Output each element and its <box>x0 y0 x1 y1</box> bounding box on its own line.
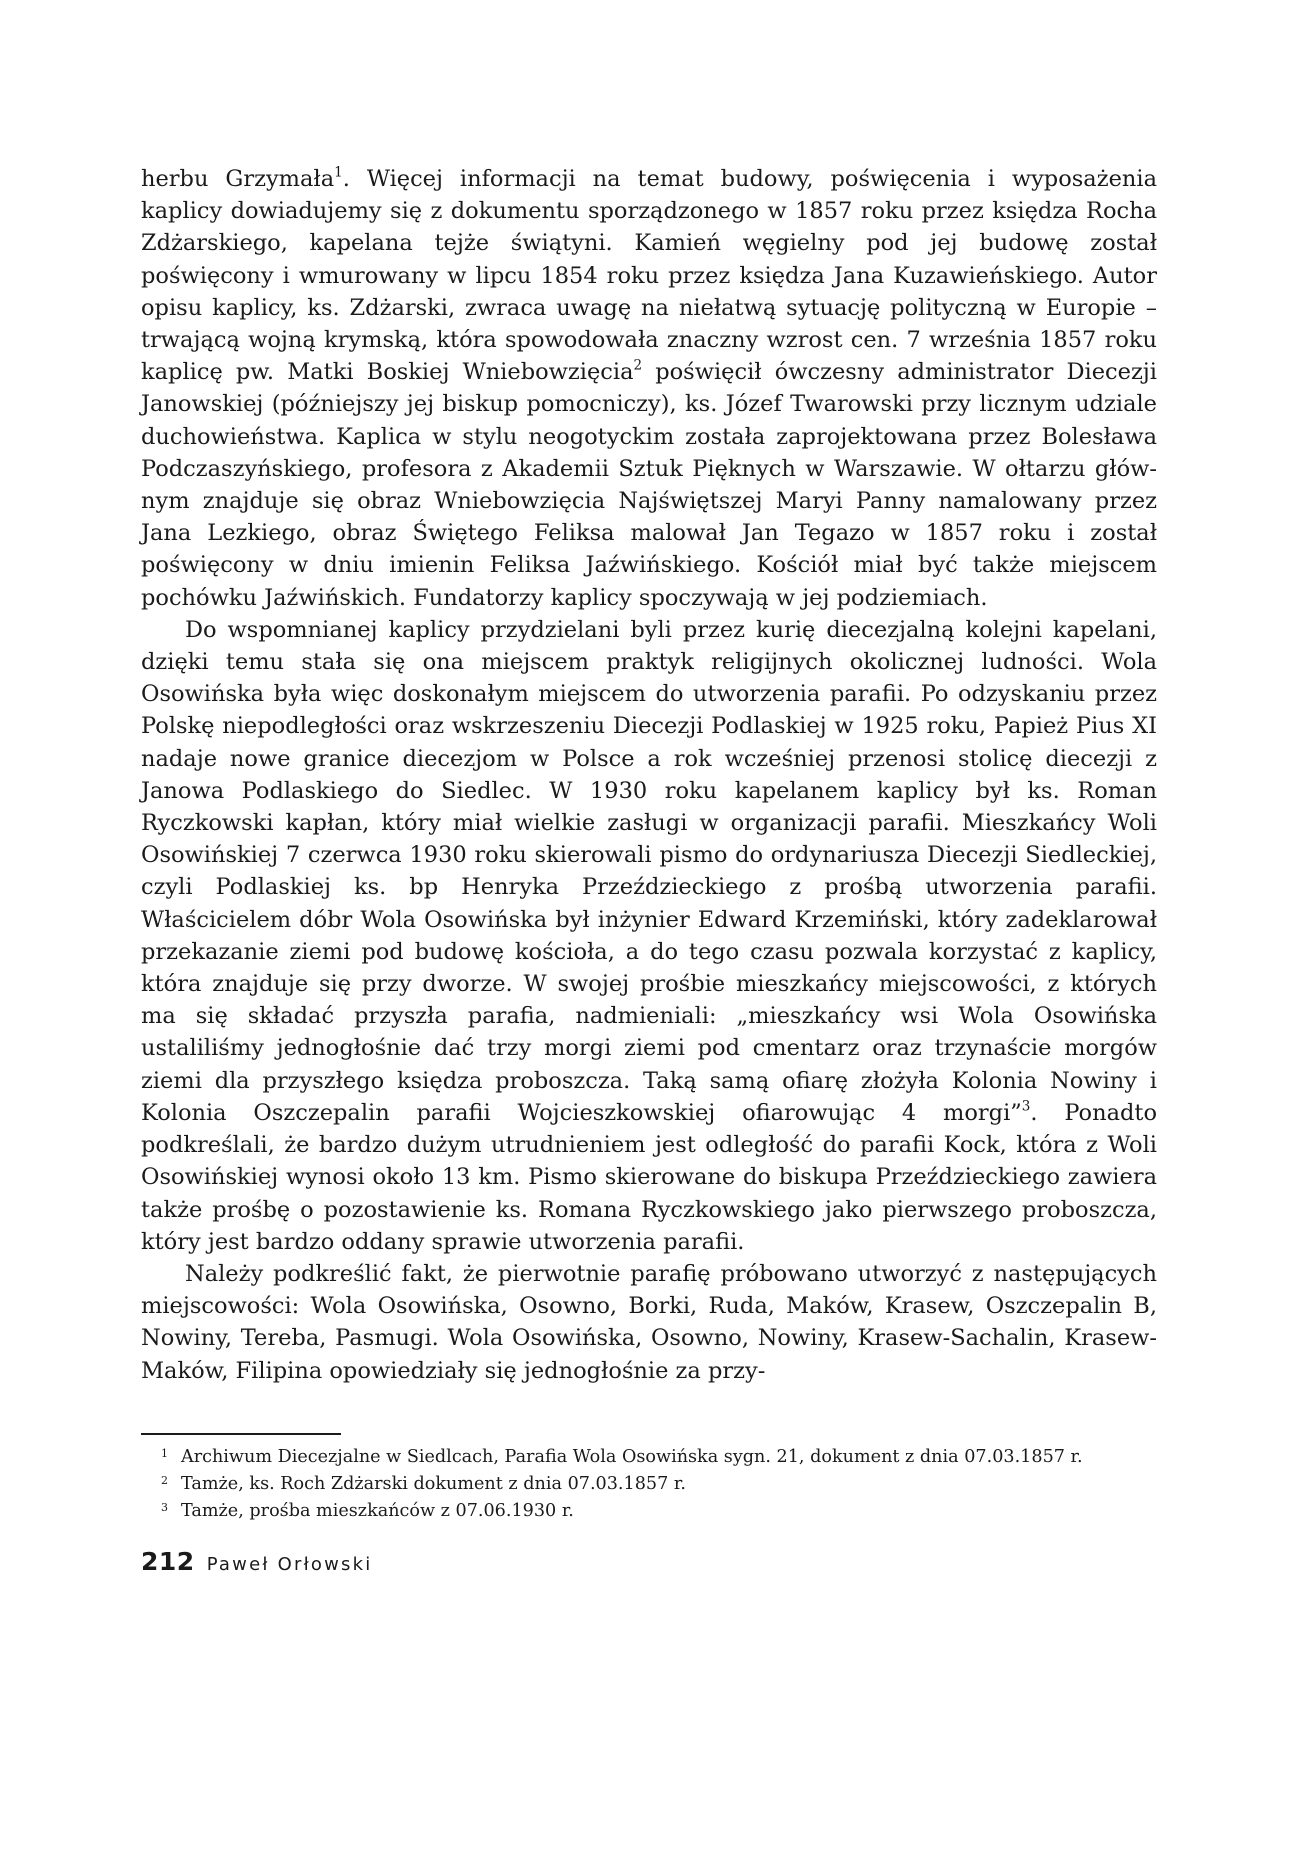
paragraph-3 <box>141 1258 1157 1387</box>
footnote-text: Tamże, ks. Roch Zdżarski dokument z dnia 07.03.1857 r. <box>181 1474 686 1494</box>
footnote-3 <box>141 1498 1157 1525</box>
body-text <box>141 163 1157 1387</box>
text-run: herbu Grzymała <box>141 166 335 192</box>
footnote-text: Tamże, prośba mieszkańców z 07.06.1930 r. <box>181 1501 574 1521</box>
paragraph-2 <box>141 614 1157 1258</box>
text-run: . Ponadto podkreślali, że bardzo dużym utrudnieniem jest odległość do parafii Kock, która z Woli Osowińskiej wynosi około 13 km. Pismo skierowane do biskupa Przeździeckiego zawiera także prośbę o pozostawienie ks. Romana Ryczkowskiego jako pierwszego proboszcza, który jest bardzo oddany sprawie utworzenia parafii. <box>141 1099 1157 1255</box>
footnote-ref-3: 3 <box>1021 1098 1031 1115</box>
page-footer <box>141 1547 372 1576</box>
footnote-1 <box>141 1444 1157 1471</box>
footnote-number: 3 <box>161 1501 168 1514</box>
footnote-2 <box>141 1471 1157 1498</box>
text-run: Należy podkreślić fakt, że pierwotnie parafię próbowano utworzyć z następujących miejscowości: Wola Osowińska, Osowno, Borki, Ruda, Maków, Krasew, Oszczepalin B, Nowiny, Tereba, Pasmugi. Wola Osowińska, Osowno, Nowiny, Krasew-Sachalin, Krasew-Maków, Filipina opowiedziały się jednogłośnie za przy- <box>141 1260 1157 1384</box>
footnote-number: 2 <box>161 1474 168 1487</box>
text-run: Do wspomnianej kaplicy przydzielani byli przez kurię diecezjalną kolejni kapelani, dzięki temu stała się ona miejscem praktyk religijnych okolicznej ludności. Wola Osowińska była więc doskonałym miejscem do utworzenia parafii. Po odzyskaniu przez Polskę niepodległości oraz wskrzeszeniu Diecezji Podlaskiej w 1925 roku, Papież Pius XI nadaje nowe granice diecezjom w Polsce a rok wcześniej przenosi stolicę diecezji z Janowa Podlaskiego do Siedlec. W 1930 roku kapelanem kaplicy był ks. Roman Ryczkowski kapłan, który miał wielkie zasługi w organizacji parafii. Mieszkańcy Woli Osowińskiej 7 czerwca 1930 roku skierowali pismo do ordynariusza Diecezji Siedleckiej, czyli Podlaskiej ks. bp Henryka Przeździeckiego z prośbą utworzenia parafii. Właścicielem dóbr Wola Osowińska był inżynier Edward Krzemiński, który zadeklarował przekazanie ziemi pod budowę kościoła, a do tego czasu pozwala korzystać z kaplicy, która znajduje się przy dworze. W swojej prośbie mieszkańcy miejscowości, z których ma się składać przyszła parafia, nadmieniali: „mieszkańcy wsi Wola Osowińska ustaliliśmy jednogłośnie dać trzy morgi ziemi pod cmentarz oraz trzynaście morgów ziemi dla przyszłego księdza proboszcza. Taką samą ofiarę złożyła Kolonia Nowiny i Kolonia Oszczepalin parafii Wojcieszkowskiej ofiarowując 4 morgi” <box>141 616 1157 1126</box>
footnote-separator <box>141 1433 341 1435</box>
page-number: 212 <box>141 1547 195 1576</box>
footnote-number: 1 <box>161 1447 168 1460</box>
text-run: poświęcił ówczesny administrator Diecezji Janowskiej (późniejszy jej biskup pomocniczy), ks. Józef Twarowski przy licznym udziale duchowieństwa. Kaplica w stylu neogotyckim została zaprojektowana przez Bolesława Podczaszyńskiego, profesora z Akademii Sztuk Pięknych w Warszawie. W ołtarzu głównym znajduje się obraz Wniebowzięcia Najświętszej Maryi Panny namalowany przez Jana Lezkiego, obraz Świętego Feliksa malował Jan Tegazo w 1857 roku i został poświęcony w dniu imienin Feliksa Jaźwińskiego. Kościół miał być także miejscem pochówku Jaźwińskich. Fundatorzy kaplicy spoczywają w jej podziemiach. <box>141 359 1157 611</box>
paragraph-1 <box>141 163 1157 614</box>
footnote-ref-2: 2 <box>633 357 643 374</box>
footnote-ref-1: 1 <box>334 164 343 181</box>
text-run: . Więcej informacji na temat budowy, poświęcenia i wyposażenia kaplicy dowiadujemy się z dokumentu sporządzonego w 1857 roku przez księdza Rocha Zdżarskiego, kapelana tejże świątyni. Kamień węgielny pod jej budowę został poświęcony i wmurowany w lipcu 1854 roku przez księdza Jana Kuzawieńskiego. Autor opisu kaplicy, ks. Zdżarski, zwraca uwagę na niełatwą sytuację polityczną w Europie – trwającą wojną krymską, która spowodowała znaczny wzrost cen. 7 września 1857 roku kaplicę pw. Matki Boskiej Wniebowzięcia <box>141 166 1157 386</box>
running-author: Paweł Orłowski <box>206 1554 373 1575</box>
footnote-text: Archiwum Diecezjalne w Siedlcach, Parafia Wola Osowińska sygn. 21, dokument z dnia 07.03.1857 r. <box>181 1447 1083 1467</box>
footnotes <box>141 1444 1157 1525</box>
